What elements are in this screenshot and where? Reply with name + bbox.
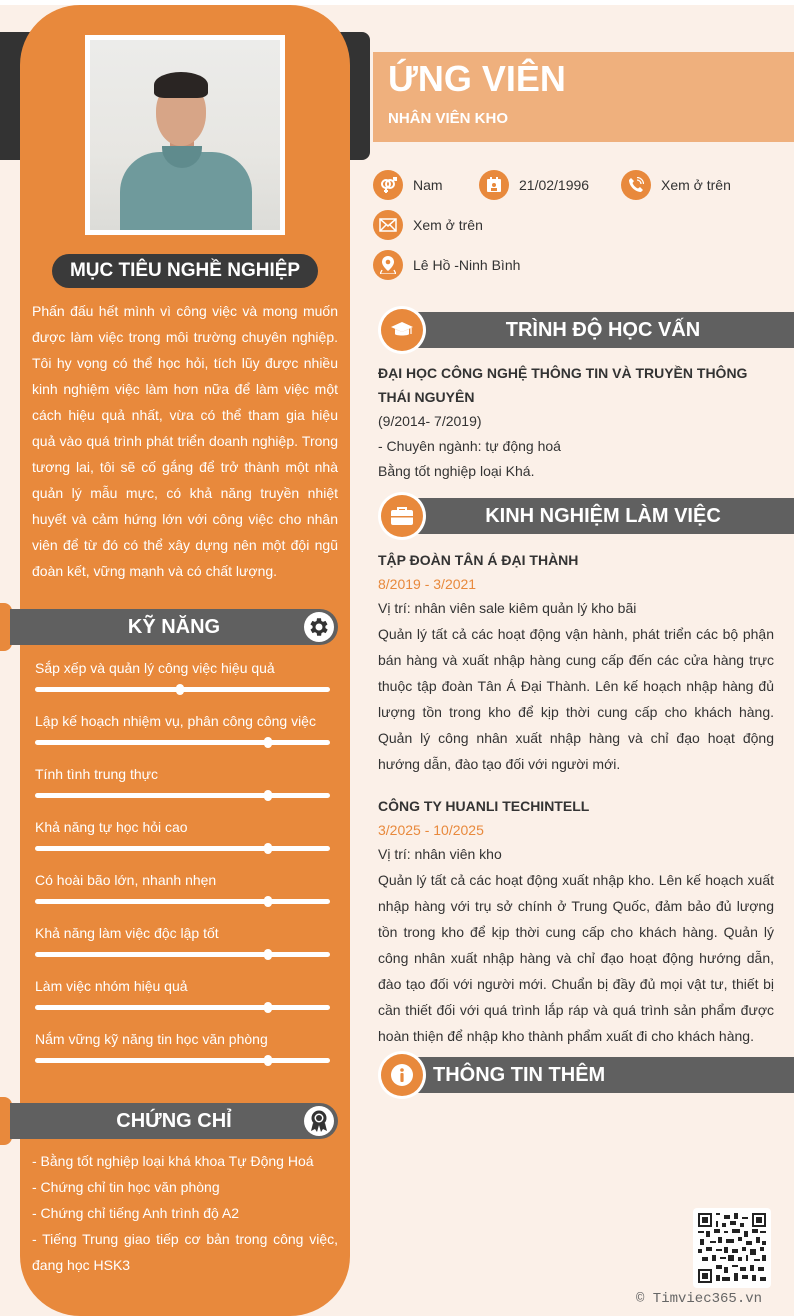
company-name: CÔNG TY HUANLI TECHINTELL — [378, 798, 590, 814]
work-description: Quản lý tất cả các hoạt động vận hành, phát triển các bộ phận bán hàng và xuất nhập hàng cung cấp đến các cửa hàng trực thuộc tập đoàn Tân Á Đại Thành. Lên kế hoạch nhập hàng đủ lượng tồn trong kho để kịp thời cung cấp cho khách hàng. Quản lý công nhân xuất nhập hàng và chỉ đạo hoạt động hướng dẫn, đào tạo đối với người mới. — [378, 626, 774, 772]
address-value: Lê Hồ -Ninh Bình — [413, 257, 521, 273]
cv-page — [0, 5, 794, 1316]
education-major: - Chuyên ngành: tự động hoá — [378, 438, 561, 454]
skill-item — [35, 712, 330, 745]
skill-level-bar — [35, 846, 330, 851]
work-period: 3/2025 - 10/2025 — [378, 822, 484, 838]
skill-level-knob — [264, 1055, 272, 1066]
skill-item — [35, 977, 330, 1010]
skill-level-knob — [176, 684, 184, 695]
skill-level-bar — [35, 952, 330, 957]
skill-item — [35, 818, 330, 851]
skill-label: Làm việc nhóm hiệu quả — [35, 978, 188, 994]
skill-level-knob — [264, 737, 272, 748]
skill-level-knob — [264, 790, 272, 801]
work-role: Vị trí: nhân viên kho — [378, 846, 502, 862]
skill-item — [35, 659, 330, 692]
skill-level-knob — [264, 843, 272, 854]
skill-level-bar — [35, 1005, 330, 1010]
skill-label: Lập kế hoạch nhiệm vụ, phân công công việc — [35, 713, 316, 729]
calendar-icon — [479, 170, 509, 200]
education-title: TRÌNH ĐỘ HỌC VẤN — [402, 312, 794, 348]
gear-icon — [304, 612, 334, 642]
skill-label: Sắp xếp và quản lý công việc hiệu quả — [35, 660, 275, 676]
skill-level-bar — [35, 740, 330, 745]
school-name: ĐẠI HỌC CÔNG NGHỆ THÔNG TIN VÀ TRUYỀN THÔNG THÁI NGUYÊN — [378, 365, 748, 405]
skills-title: KỸ NĂNG — [127, 616, 221, 638]
profile-photo — [90, 40, 280, 230]
certificates-list — [32, 1148, 338, 1278]
candidate-position: NHÂN VIÊN KHO — [388, 110, 509, 127]
briefcase-icon — [381, 495, 423, 537]
education-content — [378, 361, 774, 484]
certificates-title: CHỨNG CHỈ — [116, 1110, 232, 1132]
skill-item — [35, 1030, 330, 1063]
copyright-text: © Timviec365.vn — [636, 1291, 763, 1307]
skill-level-bar — [35, 1058, 330, 1063]
skill-level-bar — [35, 793, 330, 798]
skill-item — [35, 924, 330, 957]
company-name: TẬP ĐOÀN TÂN Á ĐẠI THÀNH — [378, 552, 579, 568]
skill-label: Khả năng làm việc độc lập tốt — [35, 925, 219, 941]
contact-address — [373, 250, 520, 280]
email-value: Xem ở trên — [413, 217, 483, 233]
qr-code-icon — [693, 1208, 771, 1288]
skills-header — [0, 609, 338, 645]
additional-info-header — [378, 1051, 794, 1099]
gender-value: Nam — [413, 177, 443, 193]
objective-text: Phấn đấu hết mình vì công việc và mong muốn được làm việc trong môi trường chuyên nghiệp. Tôi hy vọng có thể học hỏi, tích lũy được nhiều kinh nghiệm việc làm hơn nữa để làm việc một cách hiệu quả nhất, vừa có thể tham gia hiệu quả vào quá trình phát triển doanh nghiệp. Trong tương lai, tôi sẽ cố gắng để trở thành một nhà quản lý mẫu mực, có khả năng truyền nhiệt huyết và cảm hứng lớn với công việc cho nhân viên để từ đó có thể xây dựng nên một đội ngũ đoàn kết, vững mạnh và có chất lượng. — [32, 303, 338, 579]
certificate-item: - Chứng chỉ tin học văn phòng — [32, 1179, 220, 1195]
name-header — [373, 52, 794, 142]
contact-birthday — [479, 170, 589, 200]
certificate-item: - Bằng tốt nghiệp loại khá khoa Tự Động Hoá — [32, 1153, 314, 1169]
additional-info-title: THÔNG TIN THÊM — [402, 1057, 794, 1093]
certificate-item: - Tiếng Trung giao tiếp cơ bản trong công việc, đang học HSK3 — [32, 1231, 338, 1273]
phone-value: Xem ở trên — [661, 177, 731, 193]
mail-icon — [373, 210, 403, 240]
experience-item — [378, 548, 774, 777]
certificates-header — [0, 1103, 338, 1139]
skill-label: Có hoài bão lớn, nhanh nhẹn — [35, 872, 217, 888]
certificate-item: - Chứng chỉ tiếng Anh trình độ A2 — [32, 1205, 240, 1221]
left-sidebar — [20, 5, 350, 1316]
skill-label: Tính tình trung thực — [35, 766, 158, 782]
work-description: Quản lý tất cả các hoạt động xuất nhập kho. Lên kế hoạch xuất nhập hàng với trụ sở chính ở Trung Quốc, đảm bảo đủ lượng tồn trong kho để kịp thời cung cấp cho khách hàng. Quản lý công nhân xuất nhập hàng và chỉ đạo hoạt động hướng dẫn, đào tạo đối với người mới. Chuẩn bị đầy đủ mọi vật tư, thiết bị cần thiết đối với quá trình lắp ráp và quá trình sản phẩm được hoàn thiện để nhập kho thành phẩm xuất đi cho khách hàng. — [378, 872, 774, 1044]
skill-label: Khả năng tự học hỏi cao — [35, 819, 188, 835]
contact-gender — [373, 170, 443, 200]
work-role: Vị trí: nhân viên sale kiêm quản lý kho bãi — [378, 600, 637, 616]
birthday-value: 21/02/1996 — [519, 177, 590, 193]
education-header — [378, 306, 794, 354]
info-icon — [381, 1054, 423, 1096]
experience-header — [378, 492, 794, 540]
contact-email — [373, 210, 483, 240]
avatar — [85, 35, 285, 235]
phone-icon — [621, 170, 651, 200]
skill-level-knob — [264, 949, 272, 960]
experience-title: KINH NGHIỆM LÀM VIỆC — [402, 498, 794, 534]
skill-level-knob — [264, 896, 272, 907]
skill-level-knob — [264, 1002, 272, 1013]
skill-level-bar — [35, 899, 330, 904]
award-icon — [304, 1106, 334, 1136]
skill-label: Nắm vững kỹ năng tin học văn phòng — [35, 1031, 268, 1047]
work-period: 8/2019 - 3/2021 — [378, 576, 477, 592]
location-pin-icon — [373, 250, 403, 280]
education-degree: Bằng tốt nghiệp loại Khá. — [378, 463, 535, 479]
experience-item — [378, 794, 774, 1049]
education-period: (9/2014- 7/2019) — [378, 413, 482, 429]
gender-icon — [373, 170, 403, 200]
skill-item — [35, 871, 330, 904]
contact-phone — [621, 170, 731, 200]
skill-level-bar — [35, 687, 330, 692]
skill-item — [35, 765, 330, 798]
graduation-cap-icon — [381, 309, 423, 351]
candidate-name: ỨNG VIÊN — [388, 58, 566, 99]
objective-title: MỤC TIÊU NGHỀ NGHIỆP — [52, 254, 318, 288]
